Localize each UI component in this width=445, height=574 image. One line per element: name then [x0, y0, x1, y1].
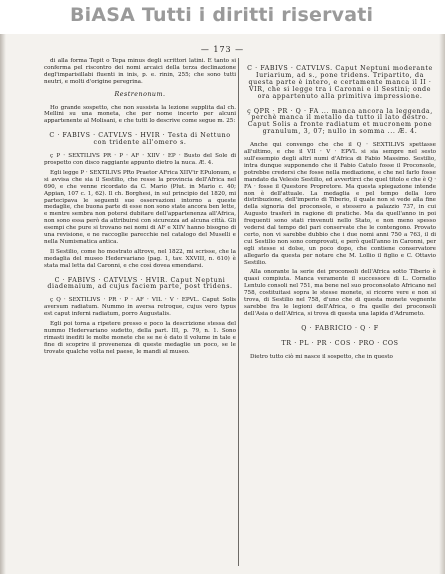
- left-column-paragraph: Egli poi torna a ripetere presso e poco la descrizione stessa del nummo Hedervariano sudetto, della part. III, p. 79, n. 1. Sono rimasti inediti le molte monete che se ne è dato il volume in tale e fine di scoprire il provenenza di queste medaglie un poco, se le trovate qualche volta nel paese, le mandi al museo.: [44, 321, 236, 355]
- left-column-paragraph: di alla forma Tepit o Tepa minus degli scrittori latini. E tanto si conferma pel riscontro dei nomi arcaici della terza declinazione degl'imparisillabi fluenti in inis, p. e. rinin, 255; che sono tutti neutri, e molti d'origine peregrina.: [44, 58, 236, 85]
- copyright-banner: [0, 0, 445, 34]
- page-shadow-right: [439, 0, 445, 574]
- right-column-paragraph: Q · FABRICIO · Q · F: [301, 324, 379, 332]
- page-number: — 173 —: [200, 45, 245, 54]
- page-shadow-left: [0, 0, 6, 574]
- right-column-paragraph: Anche qui convengo che che il Q · SEXTILIVS spettasse all'ultimo, e che il VII · V · EPVL si sia sempre nel sesto sull'esempio degli altri numi d'Africa di Fabio Massimo. Sestilio, intra dunque supponendo che il Fabio Catulo fosse il Proconsole, potrebbe credersi che fosse nella mediazione, e che nel farlo fosse mandato da Velesio Sestilio, ed avvertirci che quel titolo e che è Q · FA · fosse il Questore Propretore. Ma questa spiegazione intende non è dell'attuale. La medaglia e pel tempo della loro distribuzione, dell'imperio di Tiberio, il quale non si vede alla fine della signoria del proconsole, e stessero a palazzio 737, in cui Augusto trasferì in ragione di pratiche. Ma da quell'anno in poi frequenti sono stati rinvenuti nello Stato, e non meno spesso vedersi dal tempo del pari conservate che le contengono. Provato certo, non vi sarebbe dubbio che i due nomi anni 750 a 763, il di cui Sestilio non sono comprovati, e però quell'anno in Caronni, per egli stesse si dolse, un poco dopo, che contiene conservatore allegarlo da questa per notare che M. Lollio il figlio e C. Ottavio Sestilio.: [244, 142, 436, 266]
- right-column-paragraph: C · FABIVS · CATVLVS. Caput Neptuni moderante Iuriarium, ad s., pone tridens. Tripartito, da questa parte è intero, e certamente manca il II · VIR, che si legge tra i Caronni e il Sestini; onde ora appartenuto alla primitiva impressione.: [247, 65, 433, 100]
- left-column-paragraph: Il Sestilio, come ho mostrato altrove, nel 1822, mi scrisse, che la medaglia del museo Hedervariano (pag. 1, tav. XXVIII, n. 610) è stata mal letta dal Caronni, e che così dovea emendarsi.: [44, 248, 236, 269]
- left-column-paragraph: Egli legge P · SEXTILIVS PRo Praetor AFrica XIIV'ir EPulonum, e si avvisa che sia il Sestilio, che resse la provincia dell'Africa nel 690, e che venne ricordato da C. Mario (Plut. in Mario c. 40; Appian, 107 c. 1, 62). Il ch. Borghesi, in sul principio del 1820, mi partecipava le seguenti sue osservazioni intorno a queste medaglie, che buona parte di esse non sono state ancora ben lette, e mentre sembra non potersi dubitare dell'appartenenza all'Africa, non sono essa però da attribuirsi con sicurezza ad alcuna città. Gli esempi che pure si trovano nei nomi di AF e XIIV hanno bisogno di una revisione, e ne raccoglie parecchie nel catalogo del Muselli e nella Numismatica antica.: [44, 169, 236, 245]
- left-column-paragraph: Restrenonum.: [114, 90, 166, 98]
- right-column: [244, 58, 436, 568]
- right-column-paragraph: Dietro tutto ciò mi nasce il sospetto, che in questo: [250, 353, 393, 360]
- left-column: [44, 58, 236, 568]
- right-column-paragraph: TR · PL · PR · COS · PRO · COS: [281, 339, 399, 347]
- left-column-paragraph: ç Q · SEXTILIVS · PR · P · AF · VIL · V · EPVL. Caput Solis aversum radiatum. Nummo in aversa retroque, cujus vero typus est caput inferni radiatum, porro Augustalis.: [44, 297, 236, 318]
- banner-text: BiASA Tutti i diritti riservati: [70, 4, 374, 26]
- left-column-paragraph: C · FABIVS · CATVLVS · HVIR · Testa di Nettuno con tridente all'omero s.: [49, 132, 231, 147]
- left-column-paragraph: C · FABIVS · CATVLVS · HVIR. Caput Neptuni diademaium, ad cujus faciem parte, post tridens.: [47, 276, 233, 291]
- left-column-paragraph: ç P · SEXTILIVS PR · P · AF · XIIV · EP · Busto del Sole di prospetto con disco raggiante appunto dietro la nuca. Æ. 4.: [44, 153, 236, 166]
- right-column-paragraph: ç QPR · PR · Q · FA ... manca ancora la leggenda, perchè manca il metallo da tutto il lato destro. Caput Solis a fronte radiatum et mucronem pone granulum, 3, 07; nullo in somma ... Æ. 4.: [247, 107, 433, 136]
- left-column-paragraph: Ho grande sospetto, che non sussista la lezione supplita dal ch. Mellini su una moneta, che per nome incerto per alcuni appartenente al Molisani, e che tutti lo descrive come segue m. 25:: [44, 104, 236, 125]
- right-column-paragraph: Alla onorante la serie dei proconsoli dell'Africa sotto Tiberio è quasi compiuta. Manca veramente il successore di L. Cornelio Lentulo consoli nel 751, ma bene nel suo proconsolato Africano nel 758, costituitasi sopra le stesse monete, si ricorre vere e non si trova, di Sestilio nel 758, d'uno che di questa monete vegnente sarebbe fra le legioni dell'Africa, o fra quelle dei proconsoli dell'Asia o dell'Africa, si trova di questa una lapida d'Adrumeto.: [244, 269, 436, 317]
- column-divider: [238, 58, 239, 566]
